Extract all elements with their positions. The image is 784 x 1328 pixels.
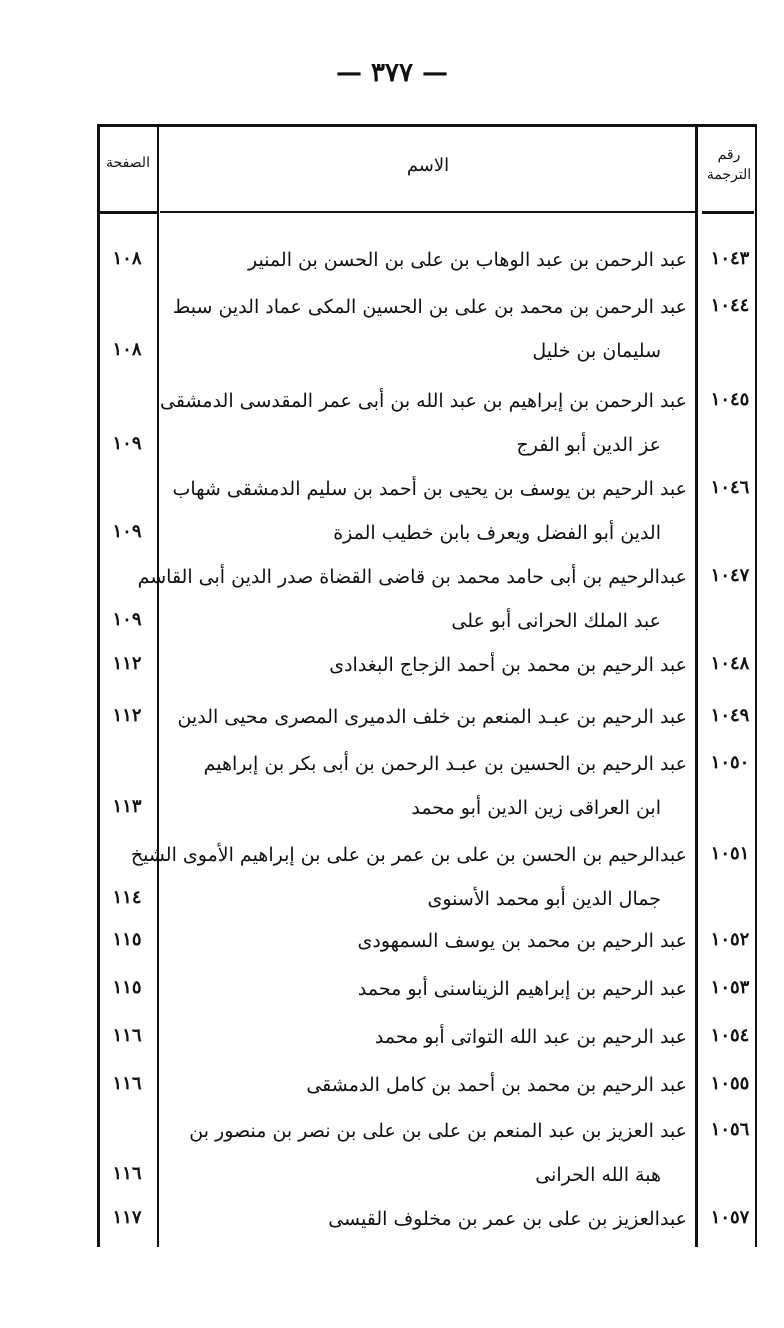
entry-name-line: ابن العراقى زين الدين أبو محمد bbox=[411, 797, 661, 819]
entry-name-line: عبد الرحيم بن عبد الله التواتى أبو محمد bbox=[374, 1026, 687, 1048]
entry-name-line: عبد الرحيم بن إبراهيم الزيناسنى أبو محمد bbox=[357, 978, 687, 1000]
entry-name bbox=[163, 1015, 687, 1059]
table-row bbox=[97, 833, 757, 921]
entry-name-line: سليمان بن خليل bbox=[532, 340, 661, 362]
entry-page: ١١٦ bbox=[112, 1073, 142, 1094]
entry-page: ١١٦ bbox=[112, 1025, 142, 1046]
entry-name bbox=[163, 285, 687, 373]
entry-name bbox=[163, 919, 687, 963]
header-rule bbox=[160, 211, 695, 213]
entry-name bbox=[137, 555, 687, 643]
entry-number: ١٠٤٨ bbox=[710, 653, 750, 674]
table-row bbox=[97, 1109, 757, 1197]
entry-name-line: عبد الرحمن بن محمد بن على بن الحسين المكى عماد الدين سبط bbox=[172, 296, 687, 318]
table-row bbox=[97, 1197, 757, 1241]
entry-name bbox=[163, 967, 687, 1011]
entry-name bbox=[163, 238, 687, 282]
entry-name bbox=[163, 1197, 687, 1241]
entry-number: ١٠٤٤ bbox=[710, 295, 750, 316]
entry-page: ١١٢ bbox=[112, 653, 142, 674]
entry-name-line: عبد الرحيم بن محمد بن أحمد بن كامل الدمشقى bbox=[306, 1074, 687, 1096]
entry-number: ١٠٥٣ bbox=[710, 977, 750, 998]
entry-name bbox=[163, 742, 687, 830]
entry-page: ١١٥ bbox=[112, 977, 142, 998]
entry-name-line: عبد الرحمن بن عبد الوهاب بن على بن الحسن بن المنير bbox=[247, 249, 687, 271]
header-rule-number bbox=[702, 211, 754, 214]
entry-number: ١٠٥٥ bbox=[710, 1073, 750, 1094]
entry-page: ١١٥ bbox=[112, 929, 142, 950]
table-row bbox=[97, 643, 757, 687]
table-row bbox=[97, 379, 757, 467]
entry-page: ١١٢ bbox=[112, 705, 142, 726]
entry-number: ١٠٤٧ bbox=[710, 565, 750, 586]
entry-number: ١٠٤٥ bbox=[710, 389, 750, 410]
table-row bbox=[97, 238, 757, 282]
entry-page: ١٠٩ bbox=[112, 521, 142, 542]
entry-name-line: عبد العزيز بن عبد المنعم بن على بن على بن نصر بن منصور بن bbox=[189, 1120, 687, 1142]
entry-name bbox=[163, 695, 687, 739]
entry-number: ١٠٥١ bbox=[710, 843, 750, 864]
header-name: الاسم bbox=[406, 155, 450, 176]
entry-name-line: عبد الرحيم بن الحسين بن عبـد الرحمن بن أبى بكر بن إبراهيم bbox=[203, 753, 687, 775]
entry-name bbox=[130, 833, 687, 921]
entry-name-line: عز الدين أبو الفرج bbox=[516, 434, 661, 456]
table-row bbox=[97, 919, 757, 963]
entry-name-line: عبدالرحيم بن أبى حامد محمد بن قاضى القضاة صدر الدين أبى القاسم bbox=[137, 566, 687, 588]
entry-name-line: الدين أبو الفضل ويعرف بابن خطيب المزة bbox=[333, 522, 661, 544]
table-row bbox=[97, 695, 757, 739]
entry-page: ١١٧ bbox=[112, 1207, 142, 1228]
table-row bbox=[97, 555, 757, 643]
header-entry-number: رقم الترجمة bbox=[706, 147, 752, 183]
entry-number: ١٠٤٣ bbox=[710, 248, 750, 269]
entry-page: ١٠٩ bbox=[112, 609, 142, 630]
page-number: — ٣٧٧ — bbox=[335, 58, 449, 88]
entry-name-line: عبد الملك الحرانى أبو على bbox=[451, 610, 661, 632]
entry-page: ١٠٩ bbox=[112, 433, 142, 454]
header-page: الصفحة bbox=[106, 155, 150, 171]
table-row bbox=[97, 467, 757, 555]
entry-name-line: عبد الرحيم بن محمد بن يوسف السمهودى bbox=[357, 930, 687, 952]
entry-name-line: عبد الرحيم بن يوسف بن يحيى بن أحمد بن سليم الدمشقى شهاب bbox=[172, 478, 687, 500]
entry-name-line: هبة الله الحرانى bbox=[535, 1164, 661, 1186]
table-row bbox=[97, 285, 757, 373]
entry-number: ١٠٥٧ bbox=[710, 1207, 750, 1228]
entry-number: ١٠٥٢ bbox=[710, 929, 750, 950]
entry-number: ١٠٥٦ bbox=[710, 1119, 750, 1140]
table-row bbox=[97, 1015, 757, 1059]
entry-page: ١٠٨ bbox=[112, 339, 142, 360]
entry-name-line: عبد الرحيم بن عبـد المنعم بن خلف الدميرى المصرى محيى الدين bbox=[177, 706, 687, 728]
entry-page: ١١٦ bbox=[112, 1163, 142, 1184]
entry-number: ١٠٥٠ bbox=[710, 752, 750, 773]
entry-page: ١٠٨ bbox=[112, 248, 142, 269]
header-rule-page bbox=[99, 211, 157, 214]
entry-number: ١٠٤٦ bbox=[710, 477, 750, 498]
entry-name bbox=[163, 643, 687, 687]
entry-name-line: عبدالرحيم بن الحسن بن على بن عمر بن على بن إبراهيم الأموى الشيخ bbox=[130, 844, 687, 866]
entry-name-line: عبد الرحيم بن محمد بن أحمد الزجاج البغدادى bbox=[329, 654, 687, 676]
entry-name bbox=[163, 1109, 687, 1197]
entry-name-line: جمال الدين أبو محمد الأسنوى bbox=[427, 888, 661, 910]
table-row bbox=[97, 967, 757, 1011]
entry-name bbox=[159, 379, 687, 467]
table-row bbox=[97, 1063, 757, 1107]
entry-name bbox=[163, 467, 687, 555]
table-row bbox=[97, 742, 757, 830]
index-table bbox=[97, 124, 757, 1247]
entry-page: ١١٣ bbox=[112, 796, 142, 817]
entry-name-line: عبدالعزيز بن على بن عمر بن مخلوف القيسى bbox=[328, 1208, 687, 1230]
entry-name-line: عبد الرحمن بن إبراهيم بن عبد الله بن أبى عمر المقدسى الدمشقى bbox=[159, 390, 687, 412]
entry-name bbox=[163, 1063, 687, 1107]
entry-number: ١٠٤٩ bbox=[710, 705, 750, 726]
entry-page: ١١٤ bbox=[112, 887, 142, 908]
entry-number: ١٠٥٤ bbox=[710, 1025, 750, 1046]
